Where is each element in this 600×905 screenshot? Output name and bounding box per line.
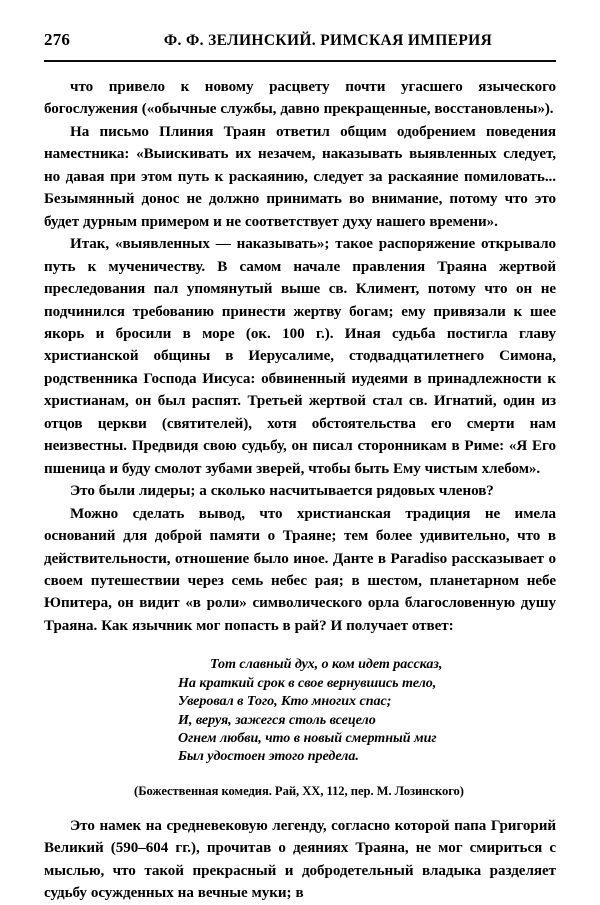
body-text-continued	[44, 815, 556, 905]
running-head	[44, 30, 556, 58]
verse-line: На краткий срок в свое вернувшись тело,	[178, 674, 437, 691]
verse-block	[44, 655, 556, 765]
verse-line: И, веруя, зажегся столь всецело	[178, 711, 376, 728]
header-rule	[44, 60, 556, 62]
body-text	[44, 76, 556, 637]
paragraph: что привело к новому расцвету почти угасшего языческого богослужения («обычные службы, давно прекращенные, восстановлены»).	[44, 79, 556, 118]
paragraph: Можно сделать вывод, что христианская традиция не имела оснований для доброй памяти о Траяне; тем более удивительно, что в действительности, отношение было иное. Данте в Paradiso рассказывает о своем путешествии через семь небес рая; в шестом, планетарном небе Юпитера, он видит «в роли» символического орла благословенную душу Траяна. Как язычник мог попасть в рай? И получает ответ:	[44, 505, 556, 634]
page-content	[44, 30, 556, 905]
running-title: Ф. Ф. ЗЕЛИНСКИЙ. РИМСКАЯ ИМПЕРИЯ	[163, 32, 493, 49]
paragraph: Итак, «выявленных — наказывать»; такое распоряжение открывало путь к мученичеству. В самом начале правления Траяна жертвой преследования пал упомянутый выше св. Климент, потому что он не подчинился требованию принести жертву богам; ему привязали к шее якорь и бросили в море (ок. 100 г.). Иная судьба постигла главу христианской общины в Иерусалиме, стодвадцатилетнего Симона, родственника Господа Иисуса: обвиненный иудеями в принадлежности к христианам, он был распят. Третьей жертвой стал св. Игнатий, один из отцов церкви (святителей), хотя обстоятельства его смерти нам неизвестны. Предвидя свою судьбу, он писал сторонникам в Риме: «Я Его пшеница и буду смолот зубами зверей, чтобы быть Ему чистым хлебом».	[44, 236, 556, 477]
verse-line: Тот славный дух, о ком идет рассказ,	[210, 656, 443, 673]
page-number: 276	[44, 30, 71, 49]
verse-line: Уверовал в Того, Кто многих спас;	[178, 693, 392, 710]
paragraph: Это намек на средневековую легенду, согласно которой папа Григорий Великий (590–604 гг.), прочитав о деяниях Траяна, не мог смириться с мыслью, что такой прекрасный и добродетельный владыка разделяет судьбу осужденных на вечные муки; в	[44, 817, 556, 902]
verse-line: Огнем любви, что в новый смертный миг	[178, 729, 437, 746]
verse-line: Был удостоен этого предела.	[178, 748, 359, 765]
paragraph: На письмо Плиния Траян ответил общим одобрением поведения наместника: «Выискивать их незачем, наказывать выявленных следует, но давая при этом путь к раскаянию, следует за раскаяние помиловать... Безымянный донос не должно принимать во внимание, потому что это будет дурным примером и не соответствует духу нашего времени».	[44, 123, 556, 230]
paragraph: Это были лидеры; а сколько насчитывается рядовых членов?	[70, 483, 494, 500]
verse-attribution: (Божественная комедия. Рай, XX, 112, пер. М. Лозинского)	[134, 783, 464, 798]
